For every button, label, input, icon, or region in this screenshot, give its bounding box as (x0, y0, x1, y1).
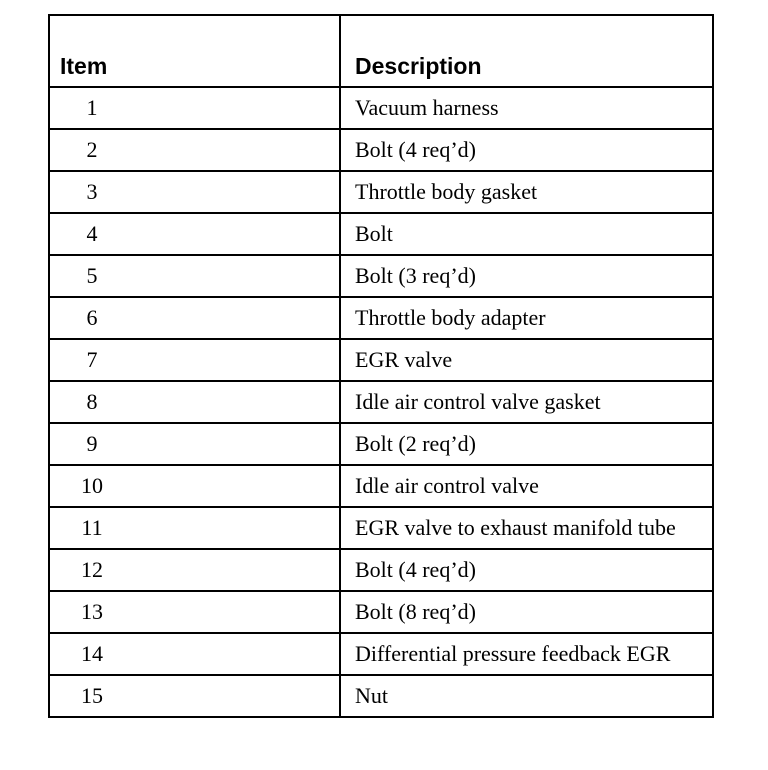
item-number: 8 (86, 389, 98, 414)
description-cell: Throttle body adapter (340, 297, 713, 339)
description-cell: EGR valve to exhaust manifold tube (340, 507, 713, 549)
description-cell: Bolt (2 req’d) (340, 423, 713, 465)
item-cell (49, 213, 340, 255)
description-cell: Vacuum harness (340, 87, 713, 129)
description-cell: Bolt (8 req’d) (340, 591, 713, 633)
header-description: Description (340, 15, 713, 87)
description-cell: Nut (340, 675, 713, 717)
item-number: 9 (86, 431, 98, 456)
description-cell: Idle air control valve (340, 465, 713, 507)
description-cell: Throttle body gasket (340, 171, 713, 213)
item-number: 2 (86, 137, 98, 162)
table-row (49, 129, 713, 171)
table-row (49, 213, 713, 255)
item-cell (49, 129, 340, 171)
item-number: 12 (81, 557, 103, 582)
table-row (49, 171, 713, 213)
header-item: Item (49, 15, 340, 87)
item-number: 3 (86, 179, 98, 204)
description-cell: Idle air control valve gasket (340, 381, 713, 423)
table-row (49, 297, 713, 339)
table-body (49, 87, 713, 717)
item-cell (49, 171, 340, 213)
item-cell (49, 465, 340, 507)
item-cell (49, 381, 340, 423)
item-cell (49, 507, 340, 549)
description-cell: Bolt (4 req’d) (340, 549, 713, 591)
table-row (49, 339, 713, 381)
description-cell: Bolt (3 req’d) (340, 255, 713, 297)
item-cell (49, 297, 340, 339)
item-number: 1 (86, 95, 98, 120)
item-number: 10 (81, 473, 103, 498)
item-cell (49, 255, 340, 297)
item-cell (49, 549, 340, 591)
table-row (49, 381, 713, 423)
description-cell: Bolt (340, 213, 713, 255)
description-cell: EGR valve (340, 339, 713, 381)
description-cell: Bolt (4 req’d) (340, 129, 713, 171)
table-header (49, 15, 713, 87)
header-row (49, 15, 713, 87)
item-cell (49, 339, 340, 381)
table-row (49, 633, 713, 675)
item-cell (49, 633, 340, 675)
table-row (49, 423, 713, 465)
item-number: 7 (86, 347, 98, 372)
table-row (49, 255, 713, 297)
table-row (49, 549, 713, 591)
table-row (49, 675, 713, 717)
item-number: 4 (86, 221, 98, 246)
item-number: 11 (81, 515, 103, 540)
item-cell (49, 675, 340, 717)
item-number: 6 (86, 305, 98, 330)
table-row (49, 507, 713, 549)
item-cell (49, 423, 340, 465)
table-row (49, 87, 713, 129)
table-row (49, 591, 713, 633)
item-number: 13 (81, 599, 103, 624)
item-cell (49, 591, 340, 633)
parts-table (48, 14, 714, 718)
item-number: 15 (81, 683, 103, 708)
description-cell: Differential pressure feedback EGR (340, 633, 713, 675)
item-number: 5 (86, 263, 98, 288)
item-cell (49, 87, 340, 129)
table-row (49, 465, 713, 507)
item-number: 14 (81, 641, 103, 666)
